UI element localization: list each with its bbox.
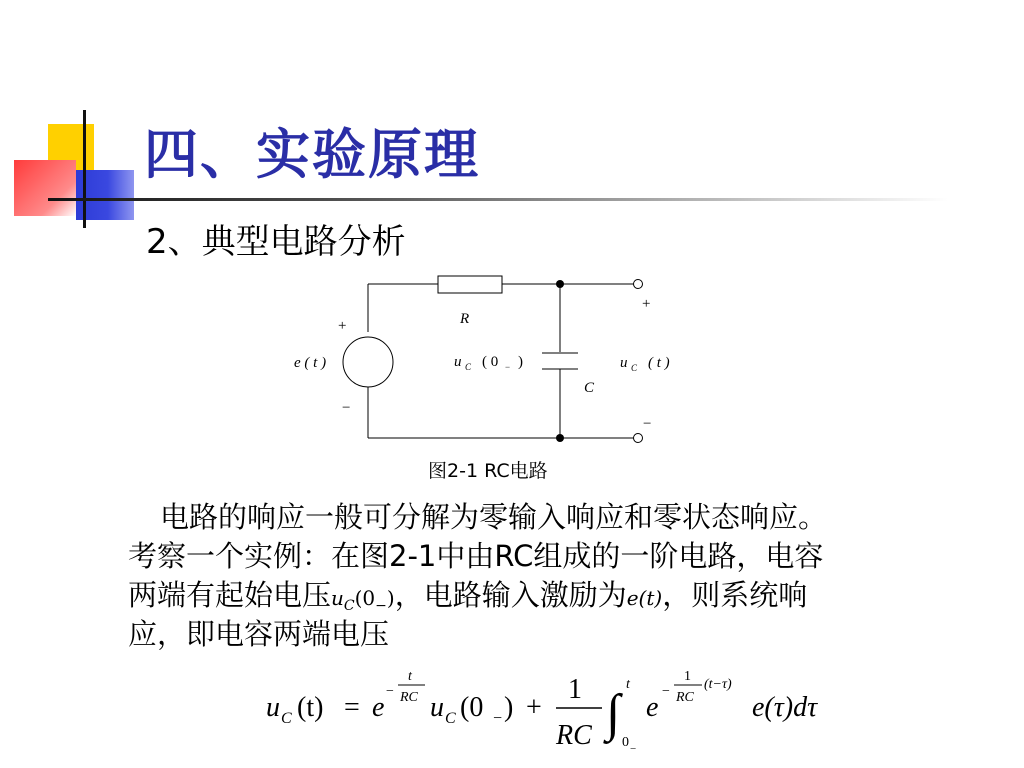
paragraph-line-3-part-c: ，则系统响 xyxy=(662,578,808,612)
eq-integral-sign: ∫ xyxy=(606,685,621,742)
output-voltage-arg: ( t ) xyxy=(648,355,670,371)
eq-exp1-minus: − xyxy=(386,684,394,699)
source-minus-label: − xyxy=(342,400,351,416)
resistor-symbol xyxy=(438,276,502,293)
eq-frac-den: RC xyxy=(556,720,592,751)
eq-exp2-minus: − xyxy=(662,684,670,699)
output-minus-label: − xyxy=(643,416,652,432)
source-label: e ( t ) xyxy=(294,355,327,371)
eq-u2: u xyxy=(430,692,444,723)
eq-u2-close: ) xyxy=(504,692,514,723)
eq-lhs-arg: (t) xyxy=(297,692,324,723)
figure-caption: 图2-1 RC电路 xyxy=(428,460,548,482)
paragraph-line-1: 电路的响应一般可分解为零输入响应和零状态响应。 xyxy=(160,500,828,534)
eq-int-lower-sub: − xyxy=(630,743,637,755)
decor-red-square xyxy=(14,160,76,216)
inline-math-initial-voltage xyxy=(331,586,395,614)
paragraph-line-2: 考察一个实例：在图2-1中由RC组成的一阶电路，电容 xyxy=(128,539,824,573)
eq-exp1-den: RC xyxy=(400,690,418,705)
eq-frac-num: 1 xyxy=(568,674,582,705)
capacitor-label: C xyxy=(584,380,595,396)
inline-math-excitation: e(t) xyxy=(626,586,663,610)
eq-exp-base-2: e xyxy=(646,692,659,723)
paragraph-line-4: 应，即电容两端电压 xyxy=(128,617,390,651)
output-plus-label: + xyxy=(642,296,651,312)
terminal-top xyxy=(634,280,643,289)
inline-math-close: ) xyxy=(386,586,395,610)
cap-initial-voltage-u: u xyxy=(454,354,462,370)
eq-int-lower: 0 xyxy=(622,735,629,750)
cap-initial-voltage-minus: − xyxy=(505,362,511,372)
eq-int-upper: t xyxy=(626,677,630,692)
slide-subtitle: 2、典型电路分析 xyxy=(146,222,406,262)
eq-equals: = xyxy=(344,692,360,723)
body-paragraph xyxy=(128,498,958,654)
eq-u2-sub2: − xyxy=(493,710,503,727)
paragraph-line-3-part-b: ，电路输入激励为 xyxy=(394,578,627,612)
paragraph-line-3-part-a: 两端有起始电压 xyxy=(128,578,332,612)
eq-exp2-arg: (t−τ) xyxy=(704,677,732,692)
source-plus-label: + xyxy=(338,318,347,334)
inline-math-arg: (0 xyxy=(354,586,376,610)
inline-math-arg-sub: − xyxy=(375,598,387,614)
decor-horizontal-line xyxy=(48,198,948,201)
decor-vertical-line xyxy=(83,110,86,228)
junction-top xyxy=(556,280,564,288)
slide-title: 四、实验原理 xyxy=(144,122,480,186)
inline-math-u-sub: C xyxy=(343,598,355,614)
response-equation xyxy=(260,660,860,760)
eq-tail: e(τ)dτ xyxy=(752,692,818,723)
eq-exp1-num: t xyxy=(408,669,412,684)
output-voltage-sub: C xyxy=(631,363,638,373)
eq-exp-base-1: e xyxy=(372,692,385,723)
eq-lhs-sub: C xyxy=(281,710,292,727)
eq-plus: + xyxy=(526,692,542,723)
eq-u2-arg: (0 xyxy=(460,692,484,723)
paragraph-line-3 xyxy=(128,576,958,615)
eq-exp2-num: 1 xyxy=(684,669,691,684)
cap-initial-voltage-sub: C xyxy=(465,362,472,372)
eq-lhs-u: u xyxy=(266,692,280,723)
eq-exp2-den: RC xyxy=(676,690,694,705)
cap-initial-voltage-arg: ( 0 xyxy=(482,354,499,370)
junction-bottom xyxy=(556,434,564,442)
voltage-source-symbol xyxy=(343,337,393,387)
resistor-label: R xyxy=(460,311,470,327)
inline-math-u: u xyxy=(331,586,344,610)
output-voltage-u: u xyxy=(620,355,628,371)
terminal-bottom xyxy=(634,434,643,443)
eq-u2-sub: C xyxy=(445,710,456,727)
cap-initial-voltage-close: ) xyxy=(518,354,523,370)
rc-circuit-diagram xyxy=(280,270,700,455)
